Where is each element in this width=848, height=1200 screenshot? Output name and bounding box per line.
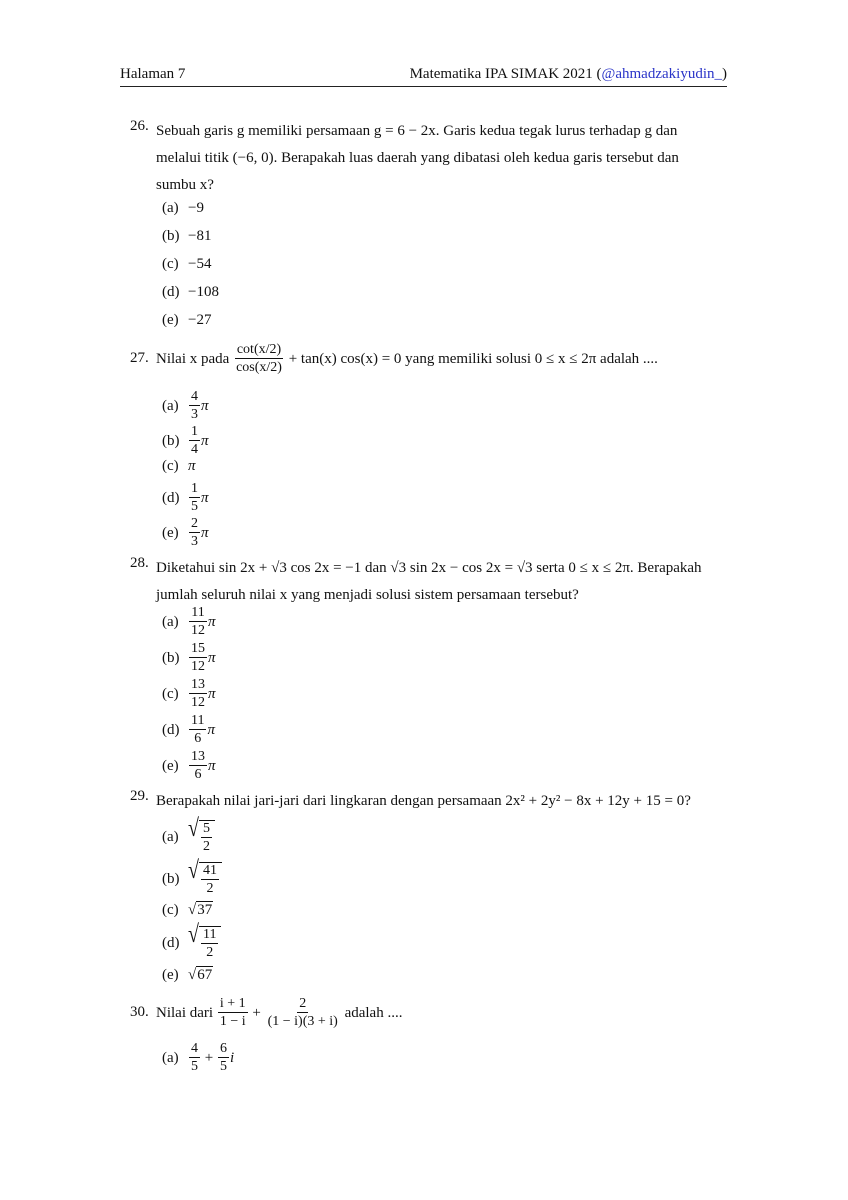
option-29b: (b) √ $\frac{41}{2}$ bbox=[162, 862, 222, 896]
option-27a: (a) $\frac{4}{3}$ π bbox=[162, 389, 209, 422]
question-text: Nilai x pada $\frac{\cot(x/2)}{\cos(x/2)}$ + tan(x) cos(x) = 0 yang memiliki solusi 0 ≤ x ≤ 2π adalah .... bbox=[156, 342, 658, 375]
question-30 bbox=[120, 994, 727, 1032]
option-28b: (b) $\frac{15}{12}$ π bbox=[162, 641, 216, 674]
option-26e: (e) −27 bbox=[162, 312, 212, 328]
option-27c: (c) π bbox=[162, 458, 196, 474]
question-number: 29. bbox=[130, 788, 149, 804]
option-26d: (d) −108 bbox=[162, 284, 219, 300]
option-27d: (d) $\frac{1}{5}$ π bbox=[162, 481, 209, 514]
question-number: 26. bbox=[130, 118, 149, 134]
page-header bbox=[120, 66, 727, 83]
option-26c: (c) −54 bbox=[162, 256, 212, 272]
option-30a: (a) $\frac{4}{5}$ + $\frac{6}{5}$ i bbox=[162, 1041, 235, 1074]
question-28 bbox=[120, 555, 727, 609]
document-title: Matematika IPA SIMAK 2021 (@ahmadzakiyudin_) bbox=[409, 66, 727, 82]
option-27b: (b) $\frac{1}{4}$ π bbox=[162, 424, 209, 457]
header-rule bbox=[120, 86, 727, 87]
question-text: Berapakah nilai jari-jari dari lingkaran dengan persamaan 2x² + 2y² − 8x + 12y + 15 = 0? bbox=[156, 793, 691, 809]
question-text: Sebuah garis g memiliki persamaan g = 6 − 2x. Garis kedua tegak lurus terhadap g dan melalui titik (−6, 0). Berapakah luas daerah yang dibatasi oleh kedua garis tersebut dan sumbu x? bbox=[156, 123, 679, 193]
option-29d: (d) √ $\frac{11}{2}$ bbox=[162, 926, 221, 960]
option-29e: (e) √67 bbox=[162, 967, 213, 983]
question-number: 28. bbox=[130, 555, 149, 571]
question-27 bbox=[120, 340, 727, 378]
option-26b: (b) −81 bbox=[162, 228, 212, 244]
fraction-cot-over-cos: $\frac{\cot(x/2)}{\cos(x/2)}$ bbox=[236, 342, 282, 375]
question-29 bbox=[120, 788, 727, 815]
question-text: Nilai dari $\frac{i + 1}{1 - i}$ + $\frac{2}{(1 - i)(3 + i)}$ adalah .... bbox=[156, 996, 403, 1029]
option-27e: (e) $\frac{2}{3}$ π bbox=[162, 516, 209, 549]
question-text: Diketahui sin 2x + √3 cos 2x = −1 dan √3 sin 2x − cos 2x = √3 serta 0 ≤ x ≤ 2π. Berapakah jumlah seluruh nilai x yang menjadi solusi sistem persamaan tersebut? bbox=[156, 560, 702, 603]
page-number-label: Halaman 7 bbox=[120, 66, 186, 82]
option-29c: (c) √37 bbox=[162, 902, 213, 918]
question-26 bbox=[120, 118, 727, 199]
question-number: 27. bbox=[130, 350, 149, 366]
option-28e: (e) $\frac{13}{6}$ π bbox=[162, 749, 216, 782]
question-number: 30. bbox=[130, 1004, 149, 1020]
option-28a: (a) $\frac{11}{12}$ π bbox=[162, 605, 216, 638]
option-26a: (a) −9 bbox=[162, 200, 204, 216]
option-28d: (d) $\frac{11}{6}$ π bbox=[162, 713, 215, 746]
option-29a: (a) √ $\frac{5}{2}$ bbox=[162, 820, 215, 854]
option-28c: (c) $\frac{13}{12}$ π bbox=[162, 677, 216, 710]
author-handle-link[interactable]: @ahmadzakiyudin_ bbox=[601, 66, 722, 82]
